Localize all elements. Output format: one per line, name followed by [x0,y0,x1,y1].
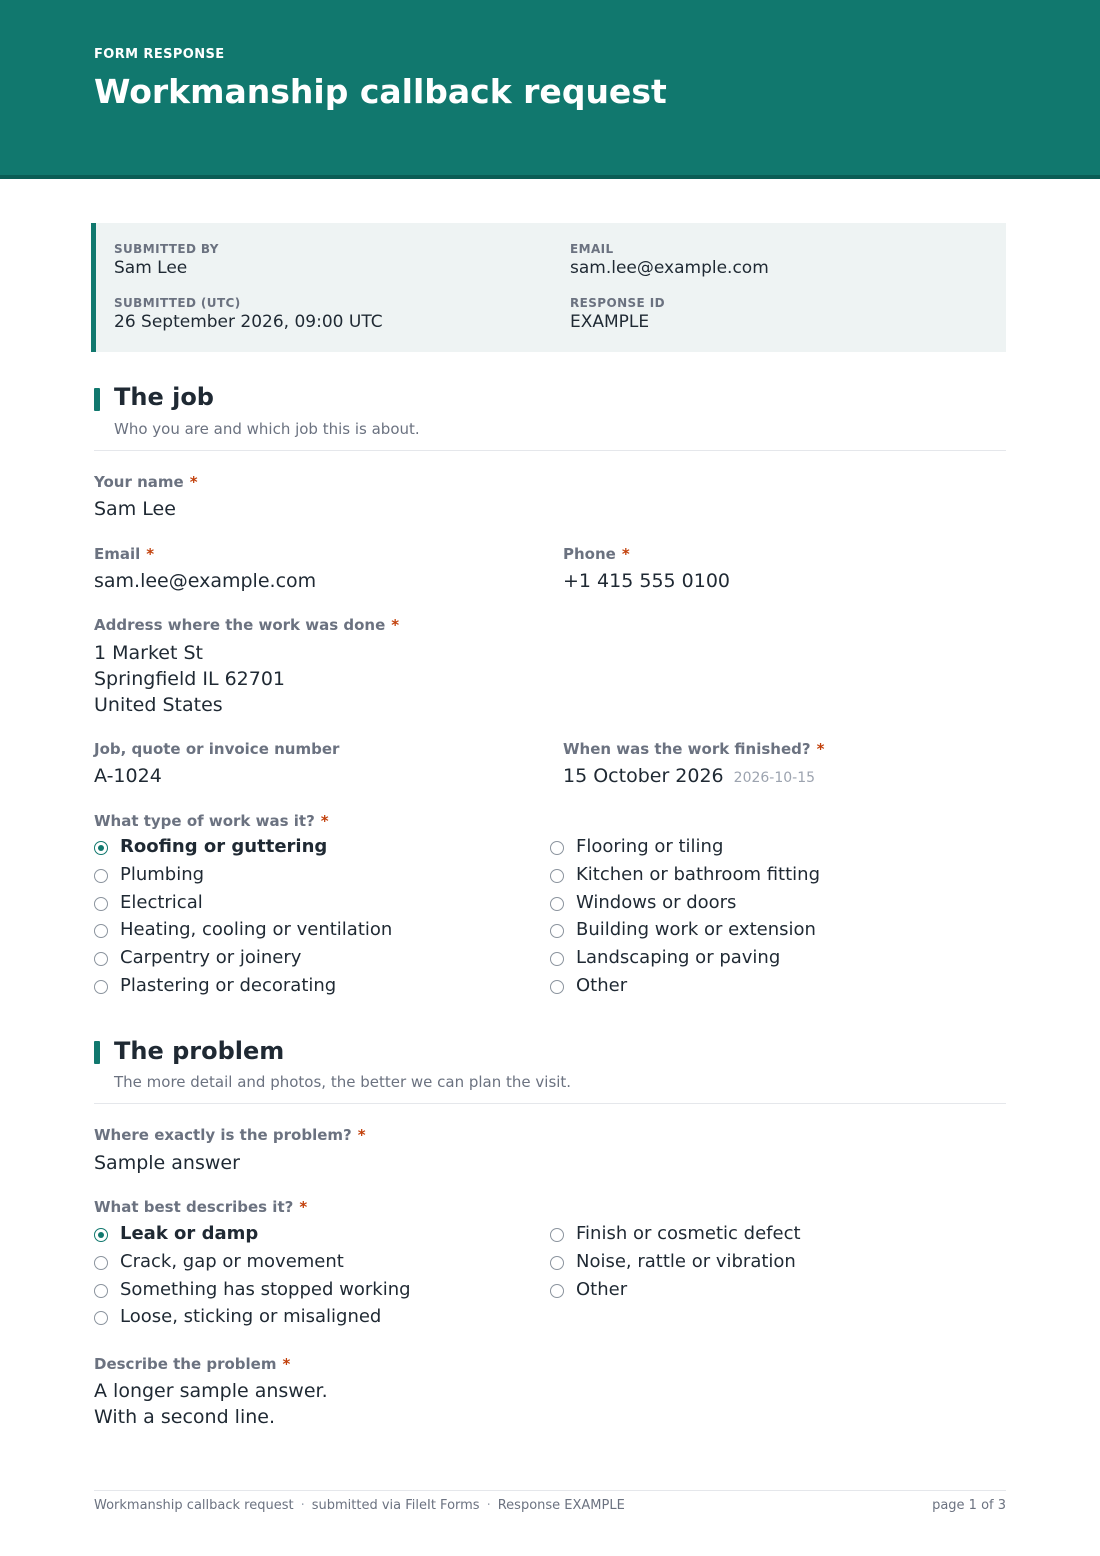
field-label-name: Your name * [94,473,198,491]
radio-empty-icon[interactable] [550,952,564,966]
radio-option-label: Electrical [120,891,203,913]
radio-option-label: Leak or damp [120,1223,259,1244]
field-value-email: sam.lee@example.com [94,570,317,592]
form-title: Workmanship callback request [94,72,667,111]
address-line: United States [94,694,223,716]
radio-option-label: Something has stopped working [120,1278,411,1300]
radio-empty-icon[interactable] [94,1256,108,1270]
field-value-finished: 15 October 2026 2026-10-15 [563,765,816,787]
radio-option-label: Noise, rattle or vibration [576,1250,796,1272]
radio-option-label: Other [576,975,628,996]
radio-empty-icon[interactable] [94,952,108,966]
radio-empty-icon[interactable] [550,897,564,911]
radio-selected-icon[interactable] [94,1228,108,1242]
field-value-describe [94,1378,328,1430]
field-value-address [94,640,285,718]
footer-via: submitted via FileIt Forms [311,1498,480,1513]
field-label-email: Email * [94,545,155,563]
field-label-describes: What best describes it? * [94,1198,308,1216]
form-eyebrow: FORM RESPONSE [94,47,225,62]
section-accent-bar [94,388,100,411]
field-value-name: Sam Lee [94,498,176,520]
section-title-job: The job [114,383,214,411]
footer-text: Workmanship callback request · submitted via FileIt Forms · Response EXAMPLE [94,1498,625,1513]
radio-empty-icon[interactable] [550,869,564,883]
radio-option-label: Landscaping or paving [576,947,781,969]
email-label: EMAIL [570,242,614,256]
field-value-where: Sample answer [94,1152,240,1174]
radio-empty-icon[interactable] [550,1284,564,1298]
radio-option-label: Crack, gap or movement [120,1250,344,1272]
radio-empty-icon[interactable] [94,1284,108,1298]
radio-option-label: Carpentry or joinery [120,947,302,969]
field-value-job-number: A-1024 [94,765,162,787]
radio-empty-icon[interactable] [550,1256,564,1270]
field-label-job-number: Job, quote or invoice number [94,740,340,758]
radio-option-label: Heating, cooling or ventilation [120,919,393,941]
radio-option-label: Kitchen or bathroom fitting [576,863,821,885]
section-title-problem: The problem [114,1037,285,1065]
footer-response: Response EXAMPLE [497,1498,625,1513]
field-label-where: Where exactly is the problem? * [94,1126,366,1144]
page-number: page 1 of 3 [932,1498,1006,1513]
radio-option-label: Loose, sticking or misaligned [120,1306,382,1328]
radio-option-label: Plumbing [120,863,205,885]
radio-empty-icon[interactable] [550,1228,564,1242]
field-label-describe: Describe the problem * [94,1355,291,1373]
answer-line: With a second line. [94,1406,275,1428]
section-subtitle-problem: The more detail and photos, the better we can plan the visit. [114,1073,572,1091]
radio-empty-icon[interactable] [94,980,108,994]
radio-option-label: Flooring or tiling [576,836,724,857]
radio-selected-icon[interactable] [94,841,108,855]
form-header [0,0,1100,179]
radio-option-label: Building work or extension [576,919,816,941]
radio-empty-icon[interactable] [94,897,108,911]
email-value: sam.lee@example.com [570,258,769,278]
address-line: 1 Market St [94,642,203,664]
radio-empty-icon[interactable] [94,924,108,938]
submitted-utc-value: 26 September 2026, 09:00 UTC [114,312,383,332]
radio-empty-icon[interactable] [94,1311,108,1325]
section-subtitle-job: Who you are and which job this is about. [114,420,420,438]
field-label-work-type: What type of work was it? * [94,812,329,830]
field-label-phone: Phone * [563,545,630,563]
submitted-by-value: Sam Lee [114,258,188,278]
radio-empty-icon[interactable] [550,980,564,994]
radio-option-label: Windows or doors [576,891,737,913]
response-id-label: RESPONSE ID [570,296,665,310]
field-value-phone: +1 415 555 0100 [563,570,731,592]
radio-option-label: Roofing or guttering [120,836,328,857]
submitted-by-label: SUBMITTED BY [114,242,219,256]
response-id-value: EXAMPLE [570,312,650,332]
section-divider [94,1103,1006,1104]
radio-empty-icon[interactable] [550,924,564,938]
address-line: Springfield IL 62701 [94,668,286,690]
footer-form-name: Workmanship callback request [94,1498,294,1513]
radio-option-label: Finish or cosmetic defect [576,1223,801,1244]
radio-empty-icon[interactable] [94,869,108,883]
radio-option-label: Other [576,1278,628,1300]
answer-line: A longer sample answer. [94,1380,328,1402]
field-label-finished: When was the work finished? * [563,740,825,758]
submission-meta-box [91,223,1006,352]
radio-empty-icon[interactable] [550,841,564,855]
field-label-address: Address where the work was done * [94,616,400,634]
section-accent-bar [94,1041,100,1064]
radio-option-label: Plastering or decorating [120,975,337,996]
section-divider [94,450,1006,451]
submitted-utc-label: SUBMITTED (UTC) [114,296,241,310]
footer-divider [94,1490,1006,1491]
iso-date-hint: 2026-10-15 [733,770,816,786]
